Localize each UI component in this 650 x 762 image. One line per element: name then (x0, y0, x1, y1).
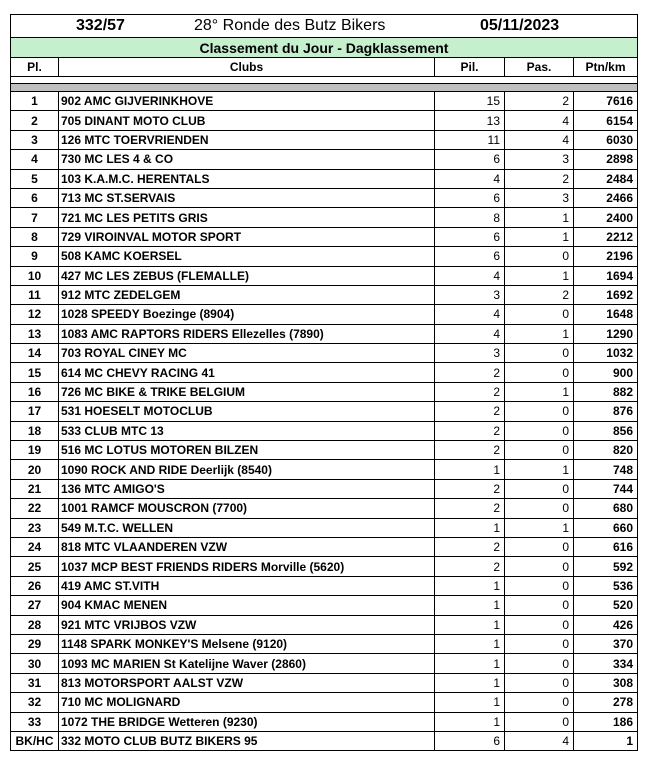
table-row (10, 208, 638, 227)
points-cell: 334 (574, 654, 638, 673)
table-row (10, 422, 638, 441)
club-cell: 912 MTC ZEDELGEM (59, 286, 435, 305)
table-row (10, 557, 638, 576)
passengers-cell: 1 (505, 519, 574, 538)
points-cell: 2212 (574, 228, 638, 247)
table-row (10, 363, 638, 382)
rank-cell: 21 (10, 480, 59, 499)
points-cell: 278 (574, 693, 638, 712)
table-row (10, 693, 638, 712)
rank-cell: 27 (10, 596, 59, 615)
club-cell: 1090 ROCK AND RIDE Deerlijk (8540) (59, 460, 435, 479)
pilots-cell: 6 (435, 247, 505, 266)
rank-cell: 32 (10, 693, 59, 712)
rank-cell: 29 (10, 635, 59, 654)
passengers-cell: 4 (505, 111, 574, 130)
rank-cell: 18 (10, 422, 59, 441)
pilots-cell: 1 (435, 635, 505, 654)
pilots-cell: 1 (435, 693, 505, 712)
pilots-cell: 1 (435, 713, 505, 732)
points-cell: 744 (574, 480, 638, 499)
rank-cell: 19 (10, 441, 59, 460)
pilots-cell: 2 (435, 422, 505, 441)
rank-cell: 15 (10, 363, 59, 382)
club-cell: 332 MOTO CLUB BUTZ BIKERS 95 (59, 732, 435, 751)
club-cell: 419 AMC ST.VITH (59, 577, 435, 596)
table-row (10, 538, 638, 557)
rank-cell: 1 (10, 92, 59, 111)
spacer (10, 77, 638, 84)
rank-cell: 3 (10, 131, 59, 150)
rank-cell: 9 (10, 247, 59, 266)
passengers-cell: 0 (505, 693, 574, 712)
table-row (10, 499, 638, 518)
points-cell: 856 (574, 422, 638, 441)
pilots-cell: 6 (435, 732, 505, 751)
pilots-cell: 2 (435, 383, 505, 402)
passengers-cell: 0 (505, 363, 574, 382)
table-row (10, 286, 638, 305)
points-cell: 1032 (574, 344, 638, 363)
table-row (10, 111, 638, 130)
passengers-cell: 0 (505, 654, 574, 673)
points-cell: 660 (574, 519, 638, 538)
table-row (10, 189, 638, 208)
header-pil: Pil. (435, 58, 505, 77)
pilots-cell: 2 (435, 538, 505, 557)
club-cell: 818 MTC VLAANDEREN VZW (59, 538, 435, 557)
rank-cell: 30 (10, 654, 59, 673)
club-cell: 533 CLUB MTC 13 (59, 422, 435, 441)
table-row (10, 247, 638, 266)
passengers-cell: 4 (505, 732, 574, 751)
passengers-cell: 1 (505, 267, 574, 286)
passengers-cell: 0 (505, 635, 574, 654)
rank-cell: 6 (10, 189, 59, 208)
pilots-cell: 1 (435, 674, 505, 693)
passengers-cell: 0 (505, 499, 574, 518)
passengers-cell: 2 (505, 170, 574, 189)
points-cell: 2400 (574, 208, 638, 227)
club-cell: 136 MTC AMIGO'S (59, 480, 435, 499)
passengers-cell: 3 (505, 150, 574, 169)
club-cell: 427 MC LES ZEBUS (FLEMALLE) (59, 267, 435, 286)
rank-cell: 11 (10, 286, 59, 305)
rank-cell: 17 (10, 402, 59, 421)
club-cell: 703 ROYAL CINEY MC (59, 344, 435, 363)
pilots-cell: 1 (435, 460, 505, 479)
rank-cell: 25 (10, 557, 59, 576)
points-cell: 6030 (574, 131, 638, 150)
pilots-cell: 3 (435, 344, 505, 363)
points-cell: 1692 (574, 286, 638, 305)
points-cell: 2196 (574, 247, 638, 266)
subtitle-row (10, 38, 638, 58)
pilots-cell: 1 (435, 519, 505, 538)
pilots-cell: 11 (435, 131, 505, 150)
passengers-cell: 0 (505, 480, 574, 499)
points-cell: 308 (574, 674, 638, 693)
rank-cell: 33 (10, 713, 59, 732)
passengers-cell: 0 (505, 344, 574, 363)
pilots-cell: 15 (435, 92, 505, 111)
club-cell: 516 MC LOTUS MOTOREN BILZEN (59, 441, 435, 460)
pilots-cell: 2 (435, 441, 505, 460)
pilots-cell: 4 (435, 325, 505, 344)
club-cell: 902 AMC GIJVERINKHOVE (59, 92, 435, 111)
rank-cell: 8 (10, 228, 59, 247)
rank-cell: 28 (10, 616, 59, 635)
table-row (10, 267, 638, 286)
table-row (10, 325, 638, 344)
pilots-cell: 2 (435, 480, 505, 499)
club-cell: 1028 SPEEDY Boezinge (8904) (59, 305, 435, 324)
passengers-cell: 0 (505, 577, 574, 596)
club-cell: 531 HOESELT MOTOCLUB (59, 402, 435, 421)
table-row (10, 344, 638, 363)
club-cell: 921 MTC VRIJBOS VZW (59, 616, 435, 635)
points-cell: 520 (574, 596, 638, 615)
points-cell: 1 (574, 732, 638, 751)
pilots-cell: 4 (435, 267, 505, 286)
rank-cell: 26 (10, 577, 59, 596)
club-cell: 1001 RAMCF MOUSCRON (7700) (59, 499, 435, 518)
club-cell: 813 MOTORSPORT AALST VZW (59, 674, 435, 693)
pilots-cell: 13 (435, 111, 505, 130)
rank-cell: 2 (10, 111, 59, 130)
table-row (10, 150, 638, 169)
points-cell: 616 (574, 538, 638, 557)
club-cell: 549 M.T.C. WELLEN (59, 519, 435, 538)
passengers-cell: 0 (505, 441, 574, 460)
passengers-cell: 1 (505, 460, 574, 479)
passengers-cell: 0 (505, 596, 574, 615)
rank-cell: BK/HC (10, 732, 59, 751)
club-cell: 103 K.A.M.C. HERENTALS (59, 170, 435, 189)
club-cell: 904 KMAC MENEN (59, 596, 435, 615)
title-row (10, 14, 638, 38)
passengers-cell: 2 (505, 92, 574, 111)
points-cell: 2484 (574, 170, 638, 189)
club-cell: 710 MC MOLIGNARD (59, 693, 435, 712)
pilots-cell: 6 (435, 189, 505, 208)
points-cell: 7616 (574, 92, 638, 111)
points-cell: 370 (574, 635, 638, 654)
club-cell: 726 MC BIKE & TRIKE BELGIUM (59, 383, 435, 402)
table-row (10, 170, 638, 189)
points-cell: 900 (574, 363, 638, 382)
points-cell: 680 (574, 499, 638, 518)
table-row (10, 383, 638, 402)
pilots-cell: 1 (435, 616, 505, 635)
event-date: 05/11/2023 (480, 17, 560, 34)
table-header (10, 58, 638, 77)
points-cell: 2898 (574, 150, 638, 169)
passengers-cell: 0 (505, 422, 574, 441)
points-cell: 2466 (574, 189, 638, 208)
pilots-cell: 1 (435, 654, 505, 673)
pilots-cell: 4 (435, 170, 505, 189)
rank-cell: 23 (10, 519, 59, 538)
table-row (10, 441, 638, 460)
club-cell: 1083 AMC RAPTORS RIDERS Ellezelles (7890) (59, 325, 435, 344)
pilots-cell: 2 (435, 499, 505, 518)
pilots-cell: 2 (435, 363, 505, 382)
rank-cell: 10 (10, 267, 59, 286)
rank-cell: 14 (10, 344, 59, 363)
table-row (10, 616, 638, 635)
header-ptn: Ptn/km (574, 58, 638, 77)
club-cell: 713 MC ST.SERVAIS (59, 189, 435, 208)
passengers-cell: 0 (505, 674, 574, 693)
table-row (10, 732, 638, 751)
pilots-cell: 6 (435, 228, 505, 247)
points-cell: 536 (574, 577, 638, 596)
table-row (10, 480, 638, 499)
ranking-sheet (10, 14, 638, 751)
club-cell: 705 DINANT MOTO CLUB (59, 111, 435, 130)
club-cell: 721 MC LES PETITS GRIS (59, 208, 435, 227)
points-cell: 186 (574, 713, 638, 732)
passengers-cell: 3 (505, 189, 574, 208)
header-pas: Pas. (505, 58, 574, 77)
rank-cell: 20 (10, 460, 59, 479)
rank-cell: 22 (10, 499, 59, 518)
rank-cell: 12 (10, 305, 59, 324)
points-cell: 748 (574, 460, 638, 479)
club-cell: 730 MC LES 4 & CO (59, 150, 435, 169)
passengers-cell: 0 (505, 305, 574, 324)
passengers-cell: 0 (505, 402, 574, 421)
rank-cell: 31 (10, 674, 59, 693)
table-row (10, 519, 638, 538)
header-clubs: Clubs (59, 58, 435, 77)
pilots-cell: 2 (435, 402, 505, 421)
pilots-cell: 3 (435, 286, 505, 305)
passengers-cell: 0 (505, 557, 574, 576)
points-cell: 876 (574, 402, 638, 421)
subtitle: Classement du Jour - Dagklassement (199, 39, 449, 56)
club-cell: 1072 THE BRIDGE Wetteren (9230) (59, 713, 435, 732)
points-cell: 6154 (574, 111, 638, 130)
table-row (10, 92, 638, 111)
table-row (10, 402, 638, 421)
club-cell: 614 MC CHEVY RACING 41 (59, 363, 435, 382)
club-cell: 1093 MC MARIEN St Katelijne Waver (2860) (59, 654, 435, 673)
table-row (10, 228, 638, 247)
table-body (10, 92, 638, 751)
points-cell: 882 (574, 383, 638, 402)
points-cell: 1648 (574, 305, 638, 324)
points-cell: 820 (574, 441, 638, 460)
pilots-cell: 1 (435, 596, 505, 615)
passengers-cell: 0 (505, 713, 574, 732)
points-cell: 1290 (574, 325, 638, 344)
table-row (10, 577, 638, 596)
passengers-cell: 4 (505, 131, 574, 150)
pilots-cell: 6 (435, 150, 505, 169)
pilots-cell: 8 (435, 208, 505, 227)
passengers-cell: 0 (505, 538, 574, 557)
club-cell: 1037 MCP BEST FRIENDS RIDERS Morville (5620) (59, 557, 435, 576)
passengers-cell: 2 (505, 286, 574, 305)
header-pl: Pl. (10, 58, 59, 77)
rank-cell: 16 (10, 383, 59, 402)
rank-cell: 13 (10, 325, 59, 344)
passengers-cell: 0 (505, 247, 574, 266)
passengers-cell: 1 (505, 383, 574, 402)
pilots-cell: 2 (435, 557, 505, 576)
event-title: 28° Ronde des Butz Bikers (194, 17, 386, 34)
passengers-cell: 1 (505, 325, 574, 344)
table-row (10, 713, 638, 732)
club-cell: 1148 SPARK MONKEY'S Melsene (9120) (59, 635, 435, 654)
table-row (10, 305, 638, 324)
passengers-cell: 1 (505, 208, 574, 227)
passengers-cell: 1 (505, 228, 574, 247)
table-row (10, 654, 638, 673)
rank-cell: 7 (10, 208, 59, 227)
club-cell: 126 MTC TOERVRIENDEN (59, 131, 435, 150)
passengers-cell: 0 (505, 616, 574, 635)
club-cell: 508 KAMC KOERSEL (59, 247, 435, 266)
points-cell: 426 (574, 616, 638, 635)
pilots-cell: 4 (435, 305, 505, 324)
rank-cell: 5 (10, 170, 59, 189)
club-cell: 729 VIROINVAL MOTOR SPORT (59, 228, 435, 247)
table-row (10, 674, 638, 693)
points-cell: 1694 (574, 267, 638, 286)
points-cell: 592 (574, 557, 638, 576)
table-row (10, 131, 638, 150)
grey-separator (10, 84, 638, 92)
rank-cell: 24 (10, 538, 59, 557)
event-number: 332/57 (76, 17, 125, 34)
table-row (10, 460, 638, 479)
rank-cell: 4 (10, 150, 59, 169)
table-row (10, 635, 638, 654)
pilots-cell: 1 (435, 577, 505, 596)
table-row (10, 596, 638, 615)
